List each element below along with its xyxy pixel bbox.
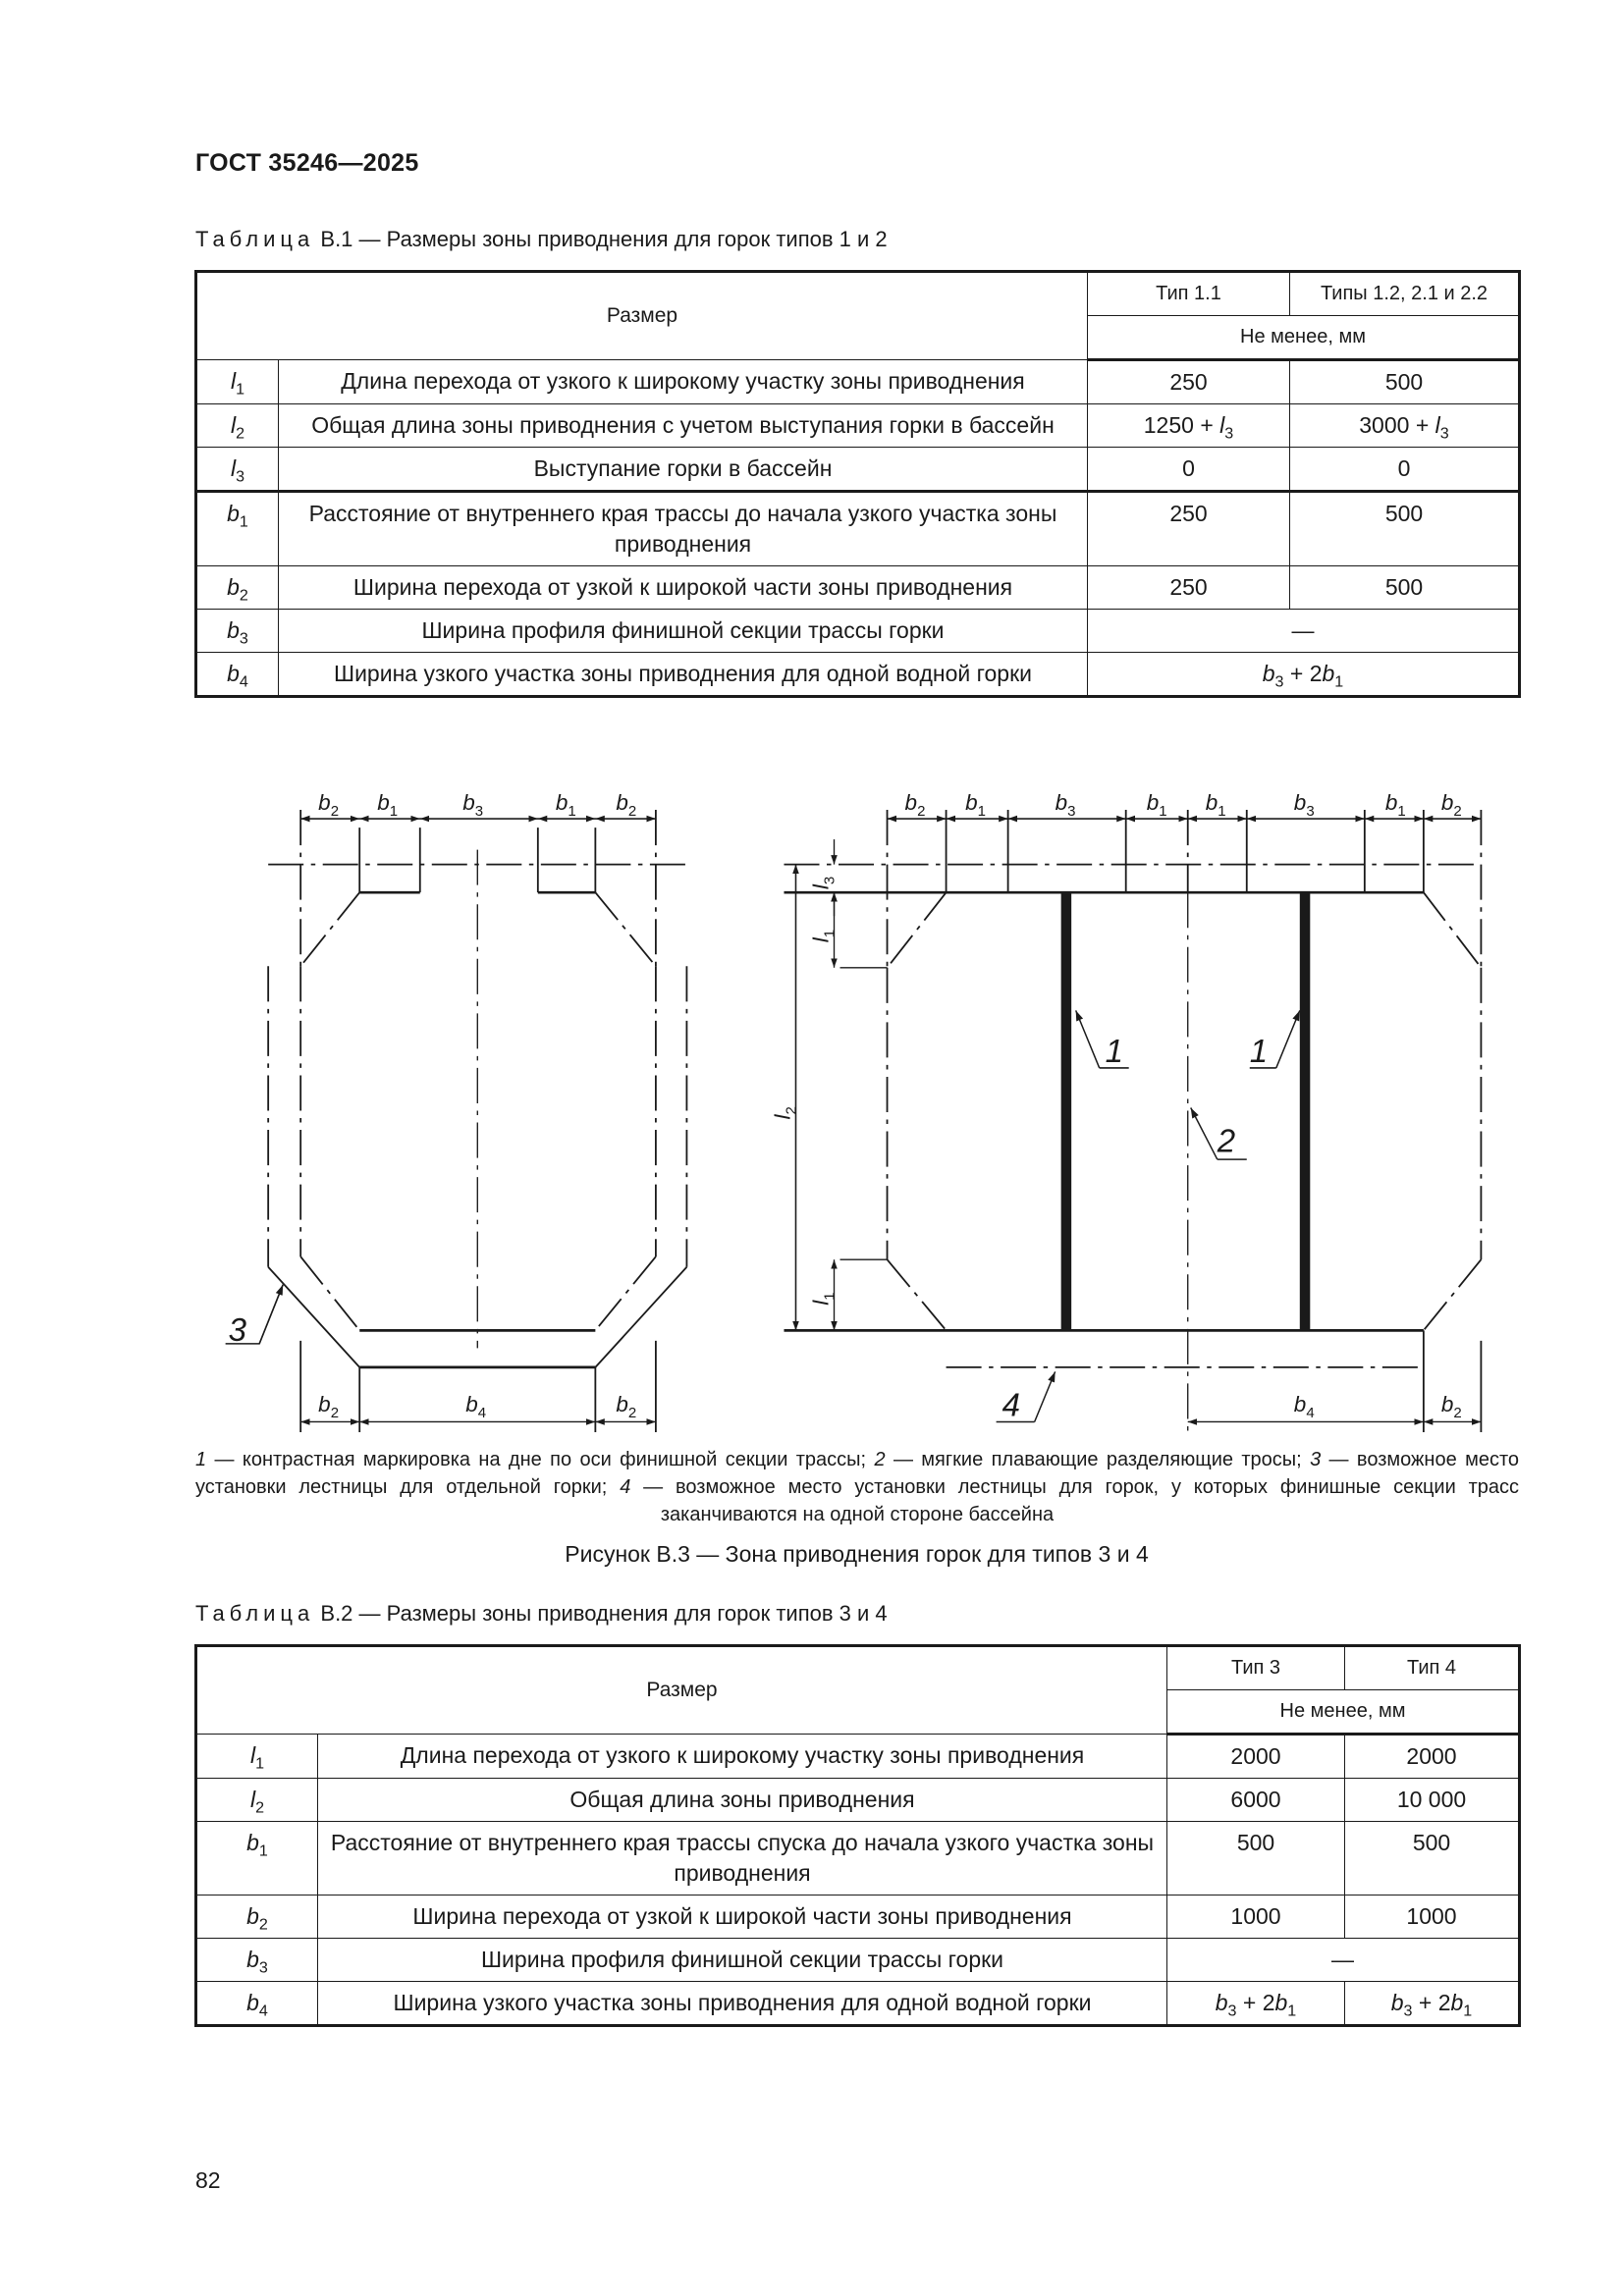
table2-caption-prefix: Таблица — [195, 1601, 315, 1626]
table2-header-col2: Тип 4 — [1345, 1646, 1520, 1690]
label-b2: $b_2$ — [616, 790, 637, 821]
value-sub: 3 — [1439, 424, 1449, 443]
symbol: l — [230, 412, 237, 439]
value-cell: $b_3 + 2b_1$ — [1167, 1982, 1345, 2026]
right-plan — [784, 810, 1481, 1432]
value-cell: 250 — [1088, 566, 1290, 610]
table-row — [196, 404, 1520, 448]
table2-header-col1: Тип 3 — [1167, 1646, 1345, 1690]
symbol-cell — [196, 404, 279, 448]
table1-caption — [195, 227, 888, 252]
desc-cell: Общая длина зоны приводнения — [318, 1779, 1167, 1822]
document-code: ГОСТ 35246—2025 — [195, 149, 419, 177]
table1-caption-prefix: Таблица — [195, 227, 315, 251]
table2-header-size: Размер — [196, 1646, 1167, 1735]
table-row — [196, 1939, 1520, 1982]
marker-1: 1 — [1249, 1032, 1269, 1069]
symbol-cell — [196, 1896, 318, 1939]
label-b4: $b_4$ — [1293, 1391, 1315, 1421]
legend-text: — мягкие плавающие разделяющие тросы; — [885, 1449, 1311, 1470]
symbol: l — [230, 368, 237, 394]
left-plan — [226, 810, 688, 1432]
value-cell: 250 — [1088, 492, 1290, 566]
symbol: b — [246, 1830, 259, 1856]
label-b2: $b_2$ — [318, 1391, 340, 1421]
value-cell: 500 — [1290, 492, 1520, 566]
symbol: b — [246, 1947, 259, 1973]
label-b1: $b_1$ — [377, 790, 399, 821]
label-b2: $b_2$ — [904, 790, 926, 821]
label-b1: $b_1$ — [555, 790, 576, 821]
table1-caption-text: — Размеры зоны приводнения для горок типов 1 и 2 — [358, 227, 888, 251]
legend-text: — возможное место установки лестницы для отдельной горки; — [195, 1449, 1520, 1498]
legend-num: 2 — [874, 1449, 886, 1470]
symbol-cell — [196, 610, 279, 653]
symbol-sub: 3 — [239, 629, 248, 648]
marker-4: 4 — [1001, 1386, 1020, 1423]
value-cell — [1290, 404, 1520, 448]
symbol-sub: 1 — [236, 380, 245, 399]
page-number: 82 — [195, 2167, 221, 2193]
symbol-sub: 1 — [239, 512, 248, 531]
value-cell: — — [1088, 610, 1520, 653]
symbol-sub: 1 — [255, 1754, 265, 1773]
symbol-sub: 2 — [258, 1915, 268, 1934]
symbol-sub: 2 — [236, 424, 245, 443]
table-row — [196, 1735, 1520, 1779]
label-b1: $b_1$ — [1146, 790, 1167, 821]
symbol-cell — [196, 653, 279, 697]
symbol-sub: 4 — [258, 2002, 268, 2020]
symbol-sub: 3 — [236, 467, 245, 486]
symbol: b — [227, 617, 240, 644]
value-cell: 6000 — [1167, 1779, 1345, 1822]
table1-header-unit: Не менее, мм — [1088, 316, 1520, 360]
table1-header-col1: Тип 1.1 — [1088, 272, 1290, 316]
table-row — [196, 360, 1520, 404]
table1-header-size: Размер — [196, 272, 1088, 360]
symbol-cell — [196, 1982, 318, 2026]
label-b2: $b_2$ — [616, 1391, 637, 1421]
desc-cell: Расстояние от внутреннего края трассы спуска до начала узкого участка зоны приводнения — [318, 1822, 1167, 1896]
table2-header-unit: Не менее, мм — [1167, 1690, 1520, 1735]
symbol-cell — [196, 1735, 318, 1779]
symbol: b — [227, 501, 240, 527]
symbol-cell — [196, 360, 279, 404]
symbol: l — [249, 1742, 256, 1768]
legend-num: 1 — [195, 1449, 207, 1470]
symbol-cell — [196, 1822, 318, 1896]
value-cell: 500 — [1345, 1822, 1520, 1896]
value-cell: 500 — [1290, 360, 1520, 404]
value-cell: 10 000 — [1345, 1779, 1520, 1822]
value-text: 3000 + — [1359, 412, 1435, 439]
label-l1: $l_1$ — [808, 929, 839, 943]
value-cell: 500 — [1167, 1822, 1345, 1896]
figure-caption: Рисунок В.3 — Зона приводнения горок для типов 3 и 4 — [565, 1541, 1149, 1567]
symbol-cell — [196, 1779, 318, 1822]
symbol: b — [246, 1903, 259, 1930]
table2-caption-number: В.2 — [320, 1601, 353, 1626]
desc-cell: Ширина профиля финишной секции трассы горки — [279, 610, 1088, 653]
desc-cell: Расстояние от внутреннего края трассы до начала узкого участка зоны приводнения — [279, 492, 1088, 566]
symbol: b — [227, 661, 240, 687]
figure-drawing — [0, 780, 1624, 1438]
table1-header-col2: Типы 1.2, 2.1 и 2.2 — [1290, 272, 1520, 316]
table2-caption — [195, 1601, 888, 1627]
label-b1: $b_1$ — [1384, 790, 1406, 821]
symbol-cell — [196, 566, 279, 610]
desc-cell: Ширина узкого участка зоны приводнения для одной водной горки — [279, 653, 1088, 697]
label-b1: $b_1$ — [1205, 790, 1226, 821]
legend-text: — контрастная маркировка на дне по оси финишной секции трассы; — [206, 1449, 875, 1470]
value-cell — [1088, 404, 1290, 448]
value-symbol: l — [1435, 412, 1440, 439]
symbol-sub: 3 — [258, 1958, 268, 1977]
table-row — [196, 1779, 1520, 1822]
label-b2: $b_2$ — [1440, 790, 1462, 821]
value-cell: 250 — [1088, 360, 1290, 404]
label-l3: $l_3$ — [808, 876, 839, 890]
symbol: l — [230, 455, 237, 482]
table2-caption-text: — Размеры зоны приводнения для горок типов 3 и 4 — [358, 1601, 888, 1626]
value-cell: 0 — [1290, 448, 1520, 492]
table1 — [194, 270, 1521, 698]
table-row — [196, 1822, 1520, 1896]
value-cell: 500 — [1290, 566, 1520, 610]
symbol: l — [249, 1787, 256, 1813]
value-cell: 0 — [1088, 448, 1290, 492]
label-l1: $l_1$ — [808, 1292, 839, 1306]
label-b3: $b_3$ — [462, 790, 484, 821]
value-cell: 2000 — [1167, 1735, 1345, 1779]
label-l2: $l_2$ — [770, 1106, 800, 1120]
symbol-sub: 4 — [239, 672, 248, 691]
marker-3: 3 — [228, 1310, 247, 1348]
value-sub: 3 — [1224, 424, 1234, 443]
desc-cell: Длина перехода от узкого к широкому участку зоны приводнения — [279, 360, 1088, 404]
desc-cell: Выступание горки в бассейн — [279, 448, 1088, 492]
legend-num: 4 — [620, 1476, 631, 1498]
table-row — [196, 610, 1520, 653]
desc-cell: Ширина узкого участка зоны приводнения для одной водной горки — [318, 1982, 1167, 2026]
table-row — [196, 1982, 1520, 2026]
symbol-sub: 1 — [258, 1842, 268, 1860]
marker-2: 2 — [1217, 1122, 1236, 1159]
table-row — [196, 566, 1520, 610]
desc-cell: Ширина профиля финишной секции трассы горки — [318, 1939, 1167, 1982]
desc-cell: Ширина перехода от узкой к широкой части зоны приводнения — [318, 1896, 1167, 1939]
table2 — [194, 1644, 1521, 2027]
symbol-sub: 2 — [239, 586, 248, 605]
symbol-sub: 2 — [255, 1798, 265, 1817]
label-b1: $b_1$ — [965, 790, 986, 821]
legend-num: 3 — [1310, 1449, 1322, 1470]
symbol-cell — [196, 492, 279, 566]
table-row — [196, 448, 1520, 492]
symbol-cell — [196, 1939, 318, 1982]
symbol: b — [246, 1990, 259, 2016]
value-cell: $b_3 + 2b_1$ — [1345, 1982, 1520, 2026]
value-cell: $b_3 + 2b_1$ — [1088, 653, 1520, 697]
value-symbol: l — [1219, 412, 1225, 439]
table-row — [196, 1896, 1520, 1939]
table-row — [196, 653, 1520, 697]
desc-cell: Общая длина зоны приводнения с учетом выступания горки в бассейн — [279, 404, 1088, 448]
desc-cell: Ширина перехода от узкой к широкой части зоны приводнения — [279, 566, 1088, 610]
label-b2: $b_2$ — [1440, 1391, 1462, 1421]
legend-text: — возможное место установки лестницы для горок, у которых финишные секции трасс заканчиваются на одной стороне бассейна — [630, 1476, 1519, 1525]
value-cell: — — [1167, 1939, 1520, 1982]
value-text: 1250 + — [1143, 412, 1220, 439]
value-cell: 1000 — [1167, 1896, 1345, 1939]
label-b2: $b_2$ — [318, 790, 340, 821]
value-cell: 2000 — [1345, 1735, 1520, 1779]
table-row — [196, 492, 1520, 566]
marker-1: 1 — [1105, 1032, 1124, 1069]
label-b3: $b_3$ — [1055, 790, 1076, 821]
value-cell: 1000 — [1345, 1896, 1520, 1939]
desc-cell: Длина перехода от узкого к широкому участку зоны приводнения — [318, 1735, 1167, 1779]
label-b3: $b_3$ — [1293, 790, 1315, 821]
symbol: b — [227, 574, 240, 601]
label-b4: $b_4$ — [465, 1391, 487, 1421]
figure-legend — [195, 1446, 1519, 1528]
table1-caption-number: В.1 — [320, 227, 353, 251]
symbol-cell — [196, 448, 279, 492]
